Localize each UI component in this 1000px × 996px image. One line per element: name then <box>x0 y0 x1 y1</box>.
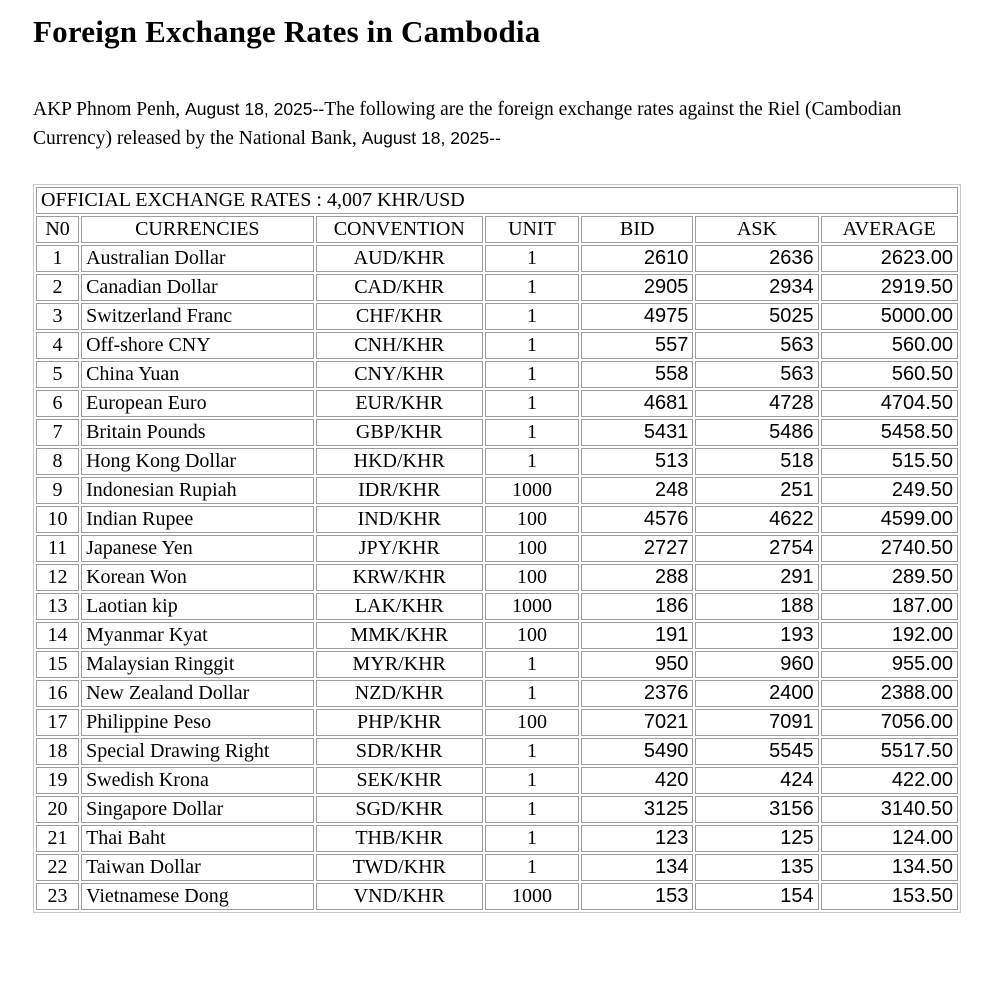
header-ask: ASK <box>695 216 818 243</box>
cell-unit: 1 <box>485 448 579 475</box>
intro-text-body: The following are the foreign exchange rates against the Riel (Cambodian Currency) released by the National Bank, <box>33 99 902 150</box>
cell-unit: 100 <box>485 709 579 736</box>
cell-convention: JPY/KHR <box>316 535 483 562</box>
cell-unit: 1 <box>485 332 579 359</box>
cell-currency: Britain Pounds <box>81 419 313 446</box>
cell-currency: European Euro <box>81 390 313 417</box>
cell-average: 2740.50 <box>821 535 958 562</box>
cell-bid: 4975 <box>581 303 693 330</box>
cell-convention: CNH/KHR <box>316 332 483 359</box>
table-row <box>36 245 958 272</box>
cell-no: 6 <box>36 390 79 417</box>
cell-currency: Off-shore CNY <box>81 332 313 359</box>
table-header-row <box>36 216 958 243</box>
cell-convention: THB/KHR <box>316 825 483 852</box>
cell-convention: MMK/KHR <box>316 622 483 649</box>
cell-no: 11 <box>36 535 79 562</box>
cell-ask: 4622 <box>695 506 818 533</box>
cell-unit: 1 <box>485 854 579 881</box>
cell-currency: Philippine Peso <box>81 709 313 736</box>
header-bid: BID <box>581 216 693 243</box>
table-row <box>36 274 958 301</box>
header-unit: UNIT <box>485 216 579 243</box>
header-convention: CONVENTION <box>316 216 483 243</box>
table-row <box>36 419 958 446</box>
cell-ask: 3156 <box>695 796 818 823</box>
cell-ask: 960 <box>695 651 818 678</box>
cell-bid: 191 <box>581 622 693 649</box>
cell-ask: 5545 <box>695 738 818 765</box>
table-row <box>36 506 958 533</box>
cell-average: 134.50 <box>821 854 958 881</box>
cell-ask: 125 <box>695 825 818 852</box>
cell-convention: GBP/KHR <box>316 419 483 446</box>
cell-no: 8 <box>36 448 79 475</box>
cell-ask: 5486 <box>695 419 818 446</box>
cell-convention: AUD/KHR <box>316 245 483 272</box>
table-row <box>36 361 958 388</box>
cell-average: 7056.00 <box>821 709 958 736</box>
cell-ask: 563 <box>695 361 818 388</box>
cell-bid: 4576 <box>581 506 693 533</box>
cell-average: 289.50 <box>821 564 958 591</box>
table-row <box>36 825 958 852</box>
cell-unit: 1 <box>485 825 579 852</box>
cell-ask: 563 <box>695 332 818 359</box>
cell-bid: 7021 <box>581 709 693 736</box>
cell-unit: 100 <box>485 506 579 533</box>
cell-no: 1 <box>36 245 79 272</box>
cell-average: 4704.50 <box>821 390 958 417</box>
cell-average: 5000.00 <box>821 303 958 330</box>
table-row <box>36 709 958 736</box>
cell-ask: 2400 <box>695 680 818 707</box>
cell-convention: TWD/KHR <box>316 854 483 881</box>
cell-ask: 7091 <box>695 709 818 736</box>
page-title: Foreign Exchange Rates in Cambodia <box>33 14 541 49</box>
cell-unit: 100 <box>485 535 579 562</box>
cell-no: 7 <box>36 419 79 446</box>
table-row <box>36 796 958 823</box>
cell-bid: 3125 <box>581 796 693 823</box>
cell-average: 4599.00 <box>821 506 958 533</box>
intro-text-lead: AKP Phnom Penh, <box>33 99 186 120</box>
cell-no: 14 <box>36 622 79 649</box>
cell-currency: Canadian Dollar <box>81 274 313 301</box>
cell-average: 187.00 <box>821 593 958 620</box>
cell-convention: PHP/KHR <box>316 709 483 736</box>
cell-no: 15 <box>36 651 79 678</box>
table-row <box>36 303 958 330</box>
cell-ask: 2636 <box>695 245 818 272</box>
cell-average: 249.50 <box>821 477 958 504</box>
cell-no: 19 <box>36 767 79 794</box>
cell-convention: HKD/KHR <box>316 448 483 475</box>
cell-bid: 5490 <box>581 738 693 765</box>
cell-unit: 1000 <box>485 883 579 910</box>
cell-bid: 4681 <box>581 390 693 417</box>
cell-unit: 1 <box>485 767 579 794</box>
cell-currency: Special Drawing Right <box>81 738 313 765</box>
cell-convention: LAK/KHR <box>316 593 483 620</box>
cell-bid: 513 <box>581 448 693 475</box>
cell-currency: Malaysian Ringgit <box>81 651 313 678</box>
cell-bid: 248 <box>581 477 693 504</box>
cell-convention: IND/KHR <box>316 506 483 533</box>
cell-unit: 1 <box>485 303 579 330</box>
cell-ask: 2934 <box>695 274 818 301</box>
cell-bid: 123 <box>581 825 693 852</box>
cell-currency: Indonesian Rupiah <box>81 477 313 504</box>
cell-unit: 1000 <box>485 477 579 504</box>
cell-ask: 518 <box>695 448 818 475</box>
cell-currency: Japanese Yen <box>81 535 313 562</box>
cell-bid: 2905 <box>581 274 693 301</box>
cell-convention: EUR/KHR <box>316 390 483 417</box>
table-row <box>36 738 958 765</box>
cell-average: 5458.50 <box>821 419 958 446</box>
cell-ask: 2754 <box>695 535 818 562</box>
table-row <box>36 622 958 649</box>
cell-no: 4 <box>36 332 79 359</box>
cell-currency: Korean Won <box>81 564 313 591</box>
table-caption-row <box>36 187 958 214</box>
cell-currency: Vietnamese Dong <box>81 883 313 910</box>
cell-currency: Switzerland Franc <box>81 303 313 330</box>
cell-no: 13 <box>36 593 79 620</box>
official-rates-caption: OFFICIAL EXCHANGE RATES : 4,007 KHR/USD <box>36 187 958 214</box>
cell-no: 12 <box>36 564 79 591</box>
cell-convention: SDR/KHR <box>316 738 483 765</box>
cell-no: 2 <box>36 274 79 301</box>
cell-ask: 424 <box>695 767 818 794</box>
cell-average: 2919.50 <box>821 274 958 301</box>
cell-ask: 135 <box>695 854 818 881</box>
cell-ask: 154 <box>695 883 818 910</box>
cell-unit: 1 <box>485 738 579 765</box>
cell-convention: VND/KHR <box>316 883 483 910</box>
cell-convention: IDR/KHR <box>316 477 483 504</box>
cell-convention: NZD/KHR <box>316 680 483 707</box>
cell-no: 10 <box>36 506 79 533</box>
cell-no: 22 <box>36 854 79 881</box>
cell-ask: 251 <box>695 477 818 504</box>
table-row <box>36 477 958 504</box>
cell-average: 560.00 <box>821 332 958 359</box>
intro-paragraph <box>33 95 951 154</box>
exchange-rates-table <box>33 184 961 913</box>
cell-bid: 2610 <box>581 245 693 272</box>
cell-average: 153.50 <box>821 883 958 910</box>
header-average: AVERAGE <box>821 216 958 243</box>
cell-convention: SGD/KHR <box>316 796 483 823</box>
cell-average: 2623.00 <box>821 245 958 272</box>
cell-ask: 193 <box>695 622 818 649</box>
cell-bid: 186 <box>581 593 693 620</box>
header-currencies: CURRENCIES <box>81 216 313 243</box>
cell-no: 18 <box>36 738 79 765</box>
cell-currency: Taiwan Dollar <box>81 854 313 881</box>
cell-average: 560.50 <box>821 361 958 388</box>
cell-unit: 1 <box>485 796 579 823</box>
cell-no: 3 <box>36 303 79 330</box>
cell-average: 955.00 <box>821 651 958 678</box>
cell-ask: 5025 <box>695 303 818 330</box>
cell-no: 9 <box>36 477 79 504</box>
table-row <box>36 390 958 417</box>
cell-no: 20 <box>36 796 79 823</box>
table-row <box>36 535 958 562</box>
table-row <box>36 593 958 620</box>
cell-unit: 1 <box>485 361 579 388</box>
cell-currency: Swedish Krona <box>81 767 313 794</box>
cell-currency: Myanmar Kyat <box>81 622 313 649</box>
cell-bid: 420 <box>581 767 693 794</box>
cell-unit: 1 <box>485 390 579 417</box>
cell-ask: 4728 <box>695 390 818 417</box>
cell-bid: 5431 <box>581 419 693 446</box>
cell-average: 2388.00 <box>821 680 958 707</box>
rates-tbody <box>36 245 958 910</box>
cell-currency: Hong Kong Dollar <box>81 448 313 475</box>
table-row <box>36 332 958 359</box>
table-row <box>36 564 958 591</box>
table-row <box>36 854 958 881</box>
cell-bid: 558 <box>581 361 693 388</box>
header-no: N0 <box>36 216 79 243</box>
cell-unit: 1 <box>485 245 579 272</box>
cell-no: 17 <box>36 709 79 736</box>
cell-currency: Singapore Dollar <box>81 796 313 823</box>
cell-currency: Indian Rupee <box>81 506 313 533</box>
cell-no: 16 <box>36 680 79 707</box>
cell-bid: 950 <box>581 651 693 678</box>
cell-convention: KRW/KHR <box>316 564 483 591</box>
table-row <box>36 448 958 475</box>
cell-average: 5517.50 <box>821 738 958 765</box>
table-row <box>36 651 958 678</box>
cell-bid: 2376 <box>581 680 693 707</box>
cell-unit: 100 <box>485 622 579 649</box>
cell-average: 515.50 <box>821 448 958 475</box>
cell-unit: 1 <box>485 419 579 446</box>
cell-bid: 153 <box>581 883 693 910</box>
cell-no: 23 <box>36 883 79 910</box>
cell-bid: 2727 <box>581 535 693 562</box>
table-row <box>36 680 958 707</box>
intro-date-1: August 18, 2025-- <box>185 99 325 119</box>
cell-average: 422.00 <box>821 767 958 794</box>
cell-currency: Laotian kip <box>81 593 313 620</box>
cell-unit: 1 <box>485 680 579 707</box>
cell-currency: New Zealand Dollar <box>81 680 313 707</box>
cell-currency: China Yuan <box>81 361 313 388</box>
cell-ask: 188 <box>695 593 818 620</box>
cell-bid: 134 <box>581 854 693 881</box>
cell-no: 5 <box>36 361 79 388</box>
cell-convention: MYR/KHR <box>316 651 483 678</box>
cell-average: 3140.50 <box>821 796 958 823</box>
cell-ask: 291 <box>695 564 818 591</box>
cell-convention: SEK/KHR <box>316 767 483 794</box>
cell-unit: 1 <box>485 651 579 678</box>
cell-currency: Australian Dollar <box>81 245 313 272</box>
cell-unit: 100 <box>485 564 579 591</box>
cell-currency: Thai Baht <box>81 825 313 852</box>
cell-bid: 288 <box>581 564 693 591</box>
table-row <box>36 767 958 794</box>
cell-average: 124.00 <box>821 825 958 852</box>
cell-average: 192.00 <box>821 622 958 649</box>
cell-convention: CNY/KHR <box>316 361 483 388</box>
cell-unit: 1000 <box>485 593 579 620</box>
table-row <box>36 883 958 910</box>
cell-no: 21 <box>36 825 79 852</box>
cell-bid: 557 <box>581 332 693 359</box>
cell-convention: CAD/KHR <box>316 274 483 301</box>
cell-unit: 1 <box>485 274 579 301</box>
cell-convention: CHF/KHR <box>316 303 483 330</box>
intro-date-2: August 18, 2025-- <box>361 128 501 149</box>
